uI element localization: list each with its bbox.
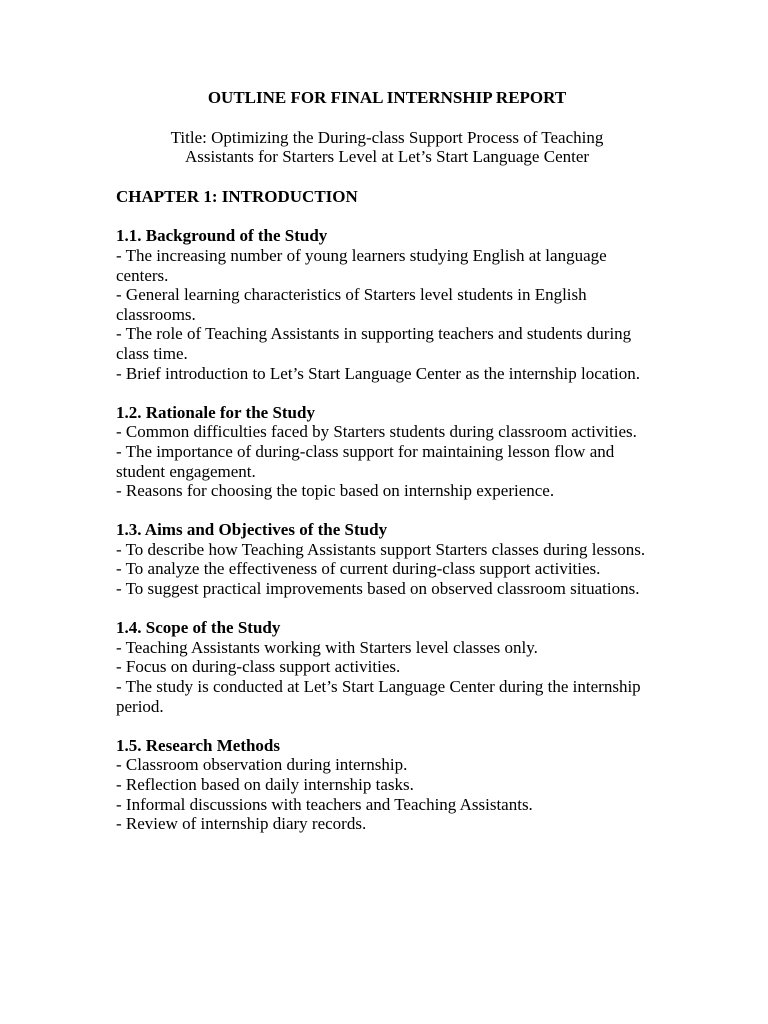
list-item: - To suggest practical improvements based on observed classroom situations. — [116, 579, 640, 599]
list-item: - Reflection based on daily internship tasks. — [116, 775, 414, 794]
list-item: - Common difficulties faced by Starters students during classroom activities. — [116, 422, 637, 442]
list-item: - The study is conducted at Let’s Start Language Center during the internship period. — [116, 677, 641, 716]
chapter-heading: CHAPTER 1: INTRODUCTION — [116, 186, 358, 206]
list-item: - General learning characteristics of Starters level students in English classrooms. — [116, 285, 587, 324]
list-item: - To analyze the effectiveness of current during-class support activities. — [116, 559, 601, 579]
section-scope — [116, 618, 658, 716]
section-background — [116, 226, 658, 383]
section-heading: 1.1. Background of the Study — [116, 226, 328, 246]
report-title-line-2: Assistants for Starters Level at Let’s Start Language Center — [184, 147, 590, 167]
list-item: - Focus on during-class support activities. — [116, 657, 401, 677]
section-heading: 1.5. Research Methods — [116, 735, 280, 755]
list-item: - The role of Teaching Assistants in supporting teachers and students during class time. — [116, 324, 632, 363]
section-heading: 1.3. Aims and Objectives of the Study — [116, 520, 388, 540]
list-item: - Informal discussions with teachers and Teaching Assistants. — [116, 794, 533, 814]
list-item: - The importance of during-class support for maintaining lesson flow and student engagement. — [116, 441, 615, 481]
list-item: - The increasing number of young learners studying English at language centers. — [116, 245, 607, 285]
section-aims — [116, 520, 658, 598]
document-title: OUTLINE FOR FINAL INTERNSHIP REPORT — [207, 88, 567, 107]
list-item: - Reasons for choosing the topic based on internship experience. — [116, 481, 555, 501]
section-heading: 1.4. Scope of the Study — [116, 618, 281, 638]
report-title — [116, 128, 658, 167]
section-rationale — [116, 403, 658, 501]
list-item: - Teaching Assistants working with Starters level classes only. — [116, 637, 538, 657]
section-methods — [116, 736, 658, 834]
report-title-line-1: Title: Optimizing the During-class Support Process of Teaching — [170, 127, 604, 147]
list-item: - Brief introduction to Let’s Start Language Center as the internship location. — [116, 363, 641, 383]
list-item: - To describe how Teaching Assistants support Starters classes during lessons. — [116, 539, 646, 559]
list-item: - Classroom observation during internship. — [116, 755, 408, 775]
list-item: - Review of internship diary records. — [116, 814, 367, 834]
section-heading: 1.2. Rationale for the Study — [116, 402, 315, 422]
